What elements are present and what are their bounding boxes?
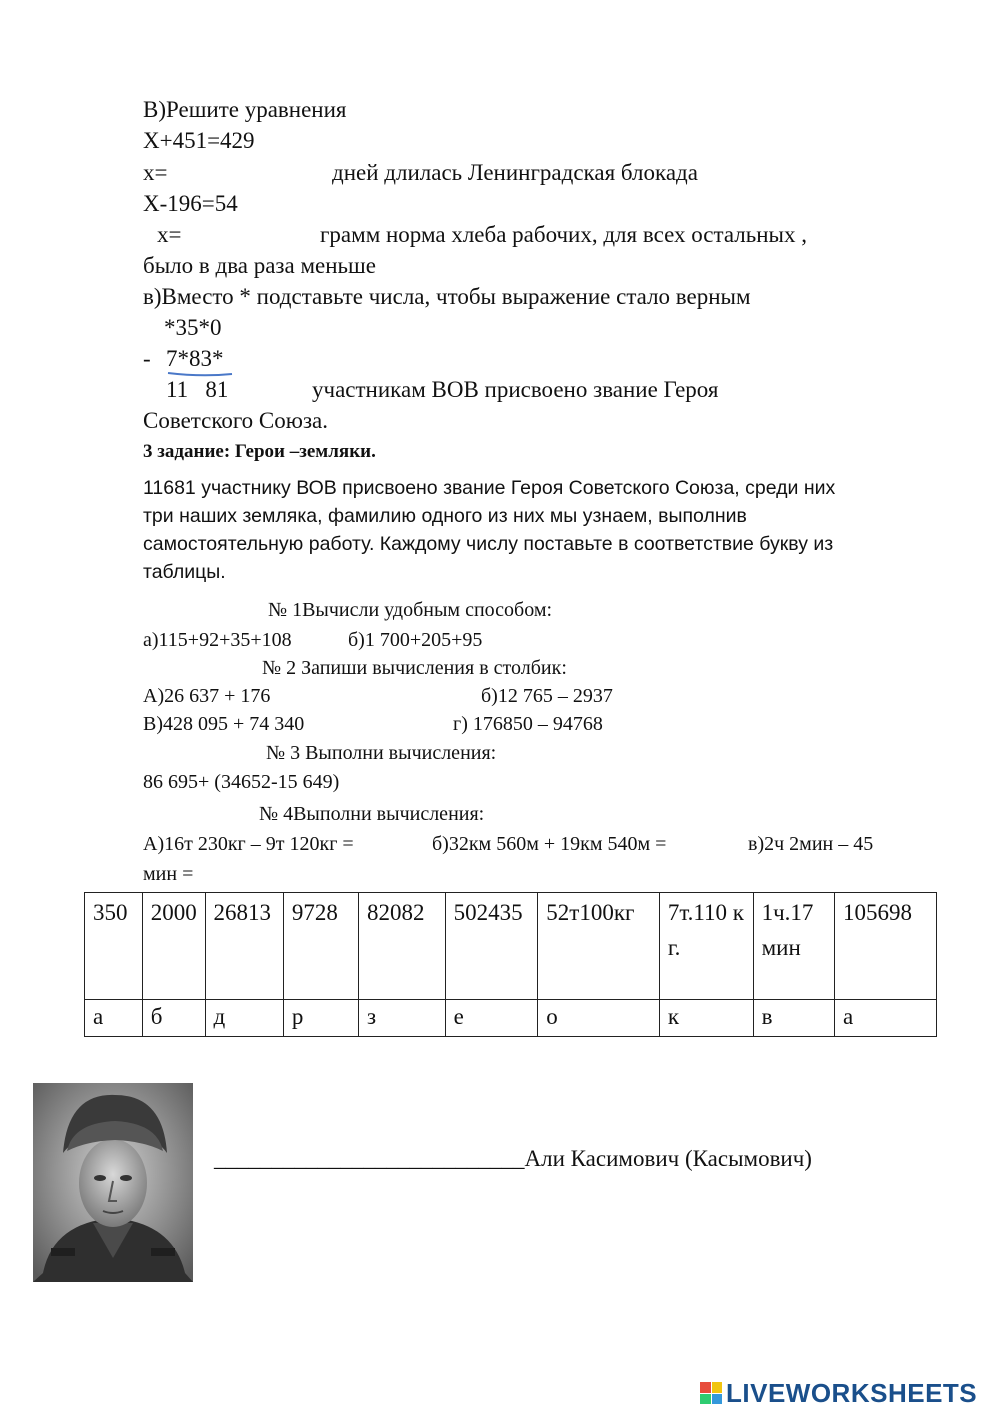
table-row-letters [85, 1000, 937, 1037]
hero-name: Али Касимович (Касымович) [524, 1146, 812, 1171]
exercise-2-g: г) 176850 – 94768 [453, 713, 603, 735]
exercise-2-a: А)26 637 + 176 [143, 685, 271, 707]
result-note-continued: Советского Союза. [143, 408, 328, 433]
answer-table [84, 892, 937, 1037]
table-cell-letter: д [205, 1000, 283, 1037]
equation-1: Х+451=429 [143, 128, 255, 153]
table-cell-letter: а [834, 1000, 936, 1037]
x2-note-continued: было в два раза меньше [143, 253, 376, 278]
table-cell-letter: в [753, 1000, 834, 1037]
exercise-1-a: а)115+92+35+108 [143, 629, 292, 651]
exercise-4-a: А)16т 230кг – 9т 120кг = [143, 833, 354, 855]
exercise-2-v: В)428 095 + 74 340 [143, 713, 305, 735]
table-cell-number: 502435 [445, 893, 538, 1000]
exercise-4-title: № 4Выполни вычисления: [259, 803, 485, 825]
subtrahend: 7*83* [166, 346, 224, 371]
task3-intro-line-2: три наших земляка, фамилию одного из них мы узнаем, выполнив [143, 505, 747, 527]
x1-note: дней длилась Ленинградская блокада [332, 160, 698, 185]
table-cell-letter: к [659, 1000, 753, 1037]
table-cell-number: 350 [85, 893, 143, 1000]
table-cell-letter: а [85, 1000, 143, 1037]
task3-intro-line-4: таблицы. [143, 561, 226, 583]
table-cell-number: 52т100кг [538, 893, 660, 1000]
exercise-1-b: б)1 700+205+95 [348, 629, 483, 651]
section-b-heading: В)Решите уравнения [143, 97, 347, 122]
exercise-1-title: № 1Вычисли удобным способом: [268, 599, 553, 621]
table-cell-letter: о [538, 1000, 660, 1037]
exercise-4-b: б)32км 560м + 19км 540м = [432, 833, 667, 855]
answer-label-x2: х= [157, 222, 182, 247]
liveworksheets-logo [700, 1378, 977, 1408]
hero-portrait-photo [33, 1083, 193, 1282]
section-v-heading: в)Вместо * подставьте числа, чтобы выражение стало верным [143, 284, 751, 309]
exercise-4-v-continued: мин = [143, 863, 194, 885]
x2-note: грамм норма хлеба рабочих, для всех остальных , [320, 222, 807, 247]
table-cell-number: 1ч.17 мин [753, 893, 834, 1000]
table-cell-letter: б [142, 1000, 205, 1037]
exercise-3-title: № 3 Выполни вычисления: [266, 742, 497, 764]
equation-2: Х-196=54 [143, 191, 238, 216]
liveworksheets-logo-icon [700, 1382, 722, 1404]
table-cell-number: 82082 [359, 893, 446, 1000]
exercise-4-v: в)2ч 2мин – 45 [748, 833, 874, 855]
table-cell-number: 2000 [142, 893, 205, 1000]
table-cell-number: 9728 [283, 893, 358, 1000]
exercise-3-expression: 86 695+ (34652-15 649) [143, 771, 340, 793]
hero-name-line [214, 1146, 812, 1172]
table-row-numbers [85, 893, 937, 1000]
answer-label-x1: х= [143, 160, 168, 185]
task3-intro-line-1: 11681 участнику ВОВ присвоено звание Героя Советского Союза, среди них [143, 477, 836, 499]
task3-intro-line-3: самостоятельную работу. Каждому числу поставьте в соответствие букву из [143, 533, 834, 555]
table-cell-letter: з [359, 1000, 446, 1037]
exercise-2-b: б)12 765 – 2937 [481, 685, 613, 707]
liveworksheets-logo-text: LIVEWORKSHEETS [726, 1377, 978, 1408]
table-cell-letter: р [283, 1000, 358, 1037]
task3-title: 3 задание: Герои –земляки. [143, 441, 376, 462]
table-cell-number: 26813 [205, 893, 283, 1000]
minus-sign: - [143, 346, 151, 371]
result-note: участникам ВОВ присвоено звание Героя [312, 377, 719, 402]
exercise-2-title: № 2 Запиши вычисления в столбик: [262, 657, 567, 679]
subtraction-result: 11 81 [166, 377, 229, 402]
table-cell-number: 105698 [834, 893, 936, 1000]
minuend: *35*0 [164, 315, 222, 340]
table-cell-number: 7т.110 кг. [659, 893, 753, 1000]
table-cell-letter: е [445, 1000, 538, 1037]
hero-surname-blank[interactable]: ___________________________ [214, 1146, 525, 1171]
